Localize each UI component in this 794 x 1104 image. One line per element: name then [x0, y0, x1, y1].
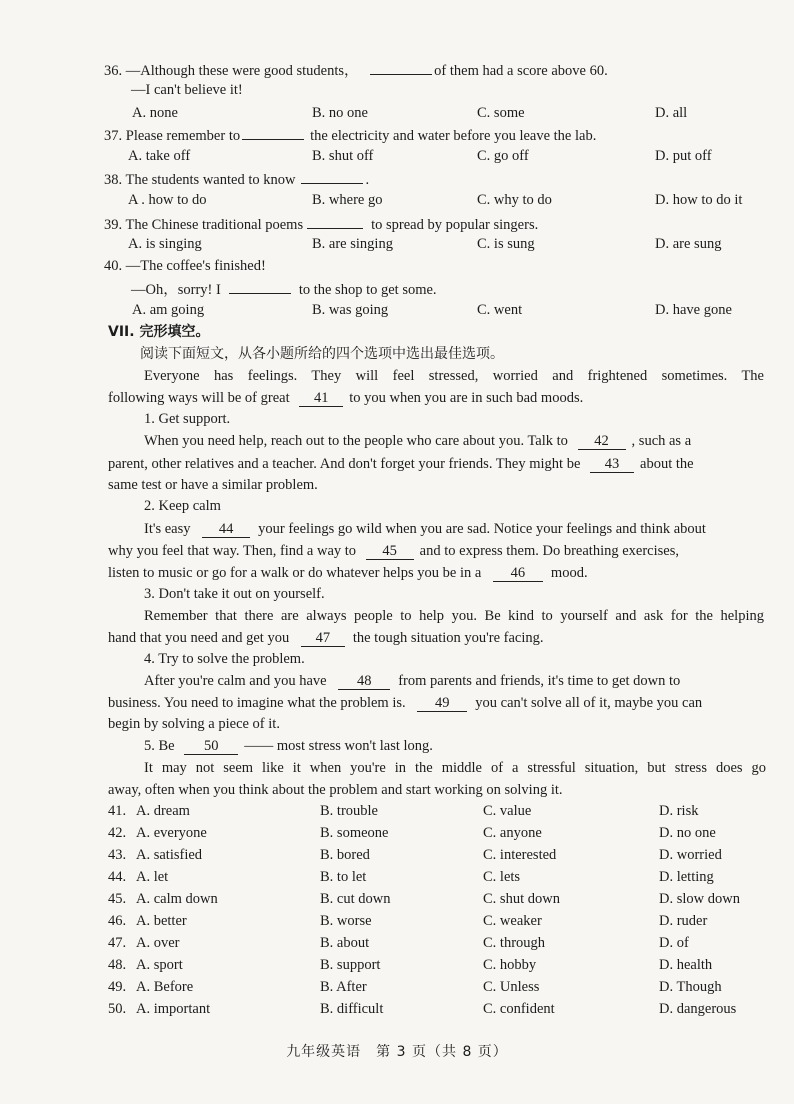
passage-line: following ways will be of great 41 to you when you are in such bad moods. — [108, 390, 584, 406]
passage-heading: 1. Get support. — [144, 411, 231, 427]
blank-41: 41 — [299, 391, 343, 407]
option-d: D. no one — [659, 825, 716, 841]
answer-blank — [229, 278, 291, 294]
option-b: B. are singing — [312, 236, 393, 252]
passage-line: same test or have a similar problem. — [108, 477, 318, 493]
passage-line: It may not seem like it when you're in the middle of a stressful situation, but stress does go — [144, 760, 766, 776]
passage-line: listen to music or go for a walk or do whatever helps you be in a 46 mood. — [108, 565, 588, 581]
option-c: C. hobby — [483, 957, 537, 973]
option-b: B. After — [320, 979, 367, 995]
option-d: D. put off — [655, 148, 712, 164]
option-a: A. sport — [136, 957, 183, 973]
passage-line: why you feel that way. Then, find a way to 45 and to express them. Do breathing exercises, — [108, 543, 679, 559]
blank-43: 43 — [590, 457, 634, 473]
answer-blank — [301, 168, 363, 184]
option-d: D. worried — [659, 847, 722, 863]
question-36-options — [104, 103, 764, 123]
blank-48: 48 — [338, 674, 390, 690]
answer-row-43: 43. A. satisfied B. bored C. interested D. worried — [108, 845, 764, 866]
answer-blank — [242, 124, 304, 140]
option-d: D. slow down — [659, 891, 740, 907]
blank-49: 49 — [417, 696, 467, 712]
question-38-options — [104, 190, 764, 210]
answer-row-41: 41. A. dream B. trouble C. value D. risk — [108, 801, 764, 822]
option-d: D. all — [655, 105, 688, 121]
passage-heading: 5. Be 50 —— most stress won't last long. — [144, 738, 433, 754]
passage-line: parent, other relatives and a teacher. And don't forget your friends. They might be 43 about the — [108, 456, 694, 472]
passage-line: away, often when you think about the problem and start working on solving it. — [108, 782, 563, 798]
question-40-reply: —Oh，sorry! I to the shop to get some. — [131, 278, 437, 300]
question-37-stem: 37. Please remember to the electricity and water before you leave the lab. — [104, 124, 596, 146]
answer-row-48: 48. A. sport B. support C. hobby D. health — [108, 955, 764, 976]
section-title: VII. 完形填空。 — [108, 324, 210, 340]
option-d: D. dangerous — [659, 1001, 737, 1017]
answer-blank — [307, 213, 363, 229]
option-a: A. let — [136, 869, 169, 885]
option-a: A. calm down — [136, 891, 218, 907]
option-d: D. health — [659, 957, 713, 973]
option-c: C. confident — [483, 1001, 555, 1017]
passage-heading: 2. Keep calm — [144, 498, 221, 514]
option-d: D. risk — [659, 803, 699, 819]
option-b: B. bored — [320, 847, 370, 863]
passage-line: business. You need to imagine what the problem is. 49 you can't solve all of it, maybe you can — [108, 695, 703, 711]
question-36-reply: —I can't believe it! — [131, 82, 243, 98]
option-b: B. worse — [320, 913, 372, 929]
answer-row-46: 46. A. better B. worse C. weaker D. ruder — [108, 911, 764, 932]
passage-heading: 4. Try to solve the problem. — [144, 651, 305, 667]
option-d: D. ruder — [659, 913, 708, 929]
option-c: C. shut down — [483, 891, 560, 907]
option-b: B. about — [320, 935, 370, 951]
passage-line: Remember that there are always people to help you. Be kind to yourself and ask for the helping — [144, 608, 764, 624]
passage-heading: 3. Don't take it out on yourself. — [144, 586, 325, 602]
option-c: C. some — [477, 105, 525, 121]
option-d: D. letting — [659, 869, 714, 885]
passage-line: hand that you need and get you 47 the tough situation you're facing. — [108, 630, 544, 646]
option-b: B. trouble — [320, 803, 378, 819]
option-b: B. support — [320, 957, 381, 973]
passage-line: After you're calm and you have 48 from parents and friends, it's time to get down to — [144, 673, 681, 689]
option-a: A. over — [136, 935, 180, 951]
answer-row-45: 45. A. calm down B. cut down C. shut down D. slow down — [108, 889, 764, 910]
option-b: B. shut off — [312, 148, 374, 164]
option-a: A. none — [132, 105, 178, 121]
answer-row-44: 44. A. let B. to let C. lets D. letting — [108, 867, 764, 888]
option-c: C. anyone — [483, 825, 542, 841]
option-a: A. everyone — [136, 825, 207, 841]
option-b: B. was going — [312, 302, 389, 318]
blank-45: 45 — [366, 544, 414, 560]
question-39-options — [104, 234, 764, 254]
option-a: A. is singing — [128, 236, 202, 252]
blank-42: 42 — [578, 434, 626, 450]
passage-line: When you need help, reach out to the people who care about you. Talk to 42 , such as a — [144, 433, 692, 449]
option-c: C. weaker — [483, 913, 542, 929]
question-39-stem: 39. The Chinese traditional poems to spread by popular singers. — [104, 213, 538, 235]
option-c: C. value — [483, 803, 532, 819]
page-footer: 九年级英语 第 3 页（共 8 页） — [286, 1044, 508, 1060]
answer-blank — [370, 59, 432, 75]
option-b: B. where go — [312, 192, 383, 208]
option-c: C. lets — [483, 869, 521, 885]
option-b: B. someone — [320, 825, 389, 841]
passage-line: Everyone has feelings. They will feel stressed, worried and frightened sometimes. The — [144, 368, 764, 384]
answer-row-49: 49. A. Before B. After C. Unless D. Though — [108, 977, 764, 998]
question-36-stem: 36. —Although these were good students， of them had a score above 60. — [104, 59, 608, 81]
option-d: D. Though — [659, 979, 722, 995]
option-a: A. take off — [128, 148, 191, 164]
option-b: B. cut down — [320, 891, 391, 907]
question-37-options — [104, 146, 764, 166]
question-40-options — [104, 300, 764, 320]
question-40-stem: 40. —The coffee's finished! — [104, 258, 266, 274]
option-a: A. satisfied — [136, 847, 203, 863]
option-b: B. to let — [320, 869, 367, 885]
option-c: C. went — [477, 302, 523, 318]
blank-44: 44 — [202, 522, 250, 538]
blank-46: 46 — [493, 566, 543, 582]
question-38-stem: 38. The students wanted to know . — [104, 168, 369, 190]
section-instruction: 阅读下面短文，从各小题所给的四个选项中选出最佳选项。 — [140, 346, 504, 362]
option-d: D. of — [659, 935, 689, 951]
option-c: C. is sung — [477, 236, 535, 252]
option-a: A. am going — [132, 302, 205, 318]
blank-50: 50 — [184, 739, 238, 755]
option-c: C. through — [483, 935, 546, 951]
answer-row-42: 42. A. everyone B. someone C. anyone D. no one — [108, 823, 764, 844]
passage-line: begin by solving a piece of it. — [108, 716, 280, 732]
answer-row-47: 47. A. over B. about C. through D. of — [108, 933, 764, 954]
option-d: D. how to do it — [655, 192, 743, 208]
option-c: C. interested — [483, 847, 557, 863]
option-b: B. difficult — [320, 1001, 384, 1017]
option-c: C. why to do — [477, 192, 552, 208]
blank-47: 47 — [301, 631, 345, 647]
option-c: C. go off — [477, 148, 529, 164]
option-b: B. no one — [312, 105, 368, 121]
option-c: C. Unless — [483, 979, 540, 995]
option-d: D. are sung — [655, 236, 722, 252]
passage-line: It's easy 44 your feelings go wild when you are sad. Notice your feelings and think about — [144, 521, 706, 537]
option-a: A. better — [136, 913, 187, 929]
option-d: D. have gone — [655, 302, 732, 318]
option-a: A . how to do — [128, 192, 207, 208]
option-a: A. important — [136, 1001, 211, 1017]
answer-row-50: 50. A. important B. difficult C. confident D. dangerous — [108, 999, 764, 1020]
option-a: A. Before — [136, 979, 194, 995]
option-a: A. dream — [136, 803, 190, 819]
